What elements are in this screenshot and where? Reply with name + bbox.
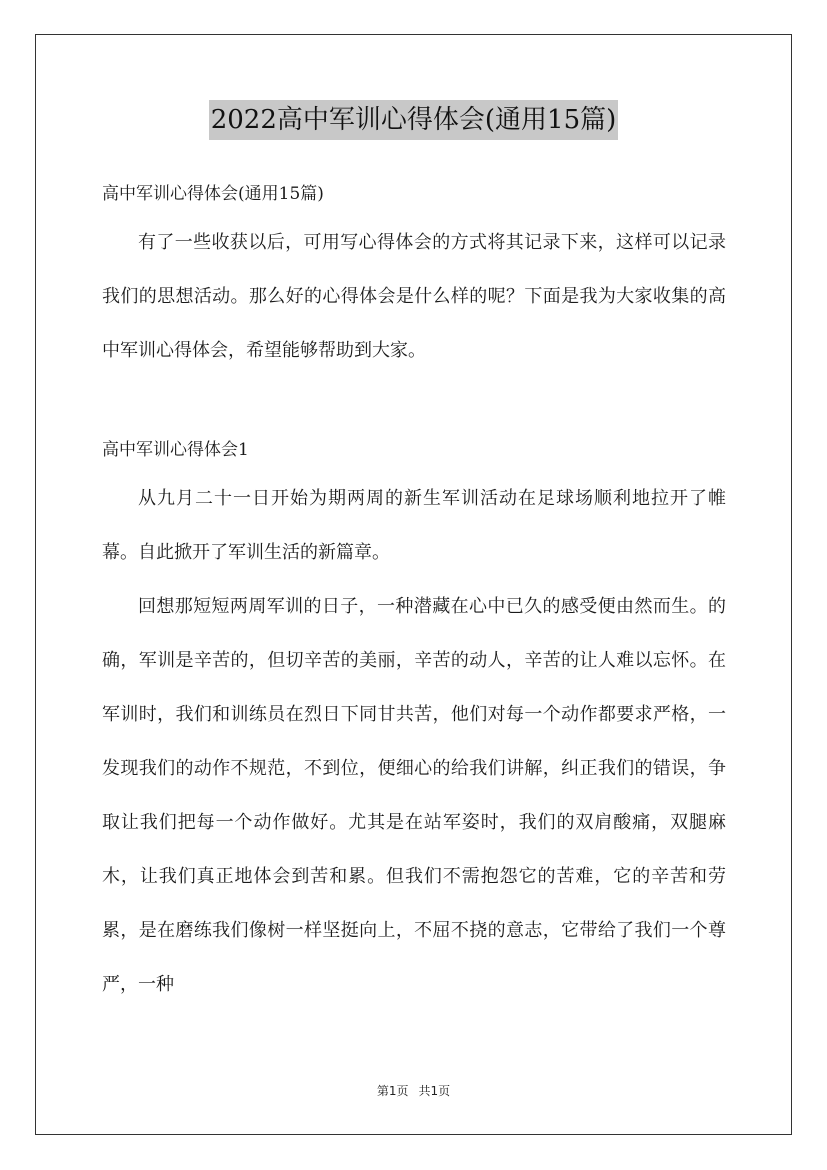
document-subtitle: 高中军训心得体会(通用15篇) — [102, 184, 324, 204]
page-number: 第1页 — [376, 1084, 409, 1098]
page-total: 共1页 — [418, 1084, 451, 1098]
paragraph-spacer — [102, 378, 726, 416]
title-container — [0, 100, 827, 140]
intro-paragraph: 有了一些收获以后，可用写心得体会的方式将其记录下来，这样可以记录我们的思想活动。那么好的心得体会是什么样的呢？下面是我为大家收集的高中军训心得体会，希望能够帮助到大家。 — [102, 232, 726, 361]
document-body — [102, 172, 726, 1012]
page-footer — [0, 1082, 827, 1099]
section1-paragraph-2: 回想那短短两周军训的日子，一种潜藏在心中已久的感受便由然而生。的确，军训是辛苦的，但切辛苦的美丽，辛苦的动人，辛苦的让人难以忘怀。在军训时，我们和训练员在烈日下同甘共苦，他们对每一个动作都要求严格，一发现我们的动作不规范，不到位，便细心的给我们讲解，纠正我们的错误，争取让我们把每一个动作做好。尤其是在站军姿时，我们的双肩酸痛，双腿麻木，让我们真正地体会到苦和累。但我们不需抱怨它的苦难，它的辛苦和劳累，是在磨练我们像树一样坚挺向上，不屈不挠的意志，它带给了我们一个尊严，一种 — [102, 596, 726, 995]
section1-paragraph-1: 从九月二十一日开始为期两周的新生军训活动在足球场顺利地拉开了帷幕。自此掀开了军训生活的新篇章。 — [102, 488, 726, 563]
document-title: 2022高中军训心得体会(通用15篇) — [209, 100, 619, 140]
section-heading-1: 高中军训心得体会1 — [102, 440, 249, 460]
